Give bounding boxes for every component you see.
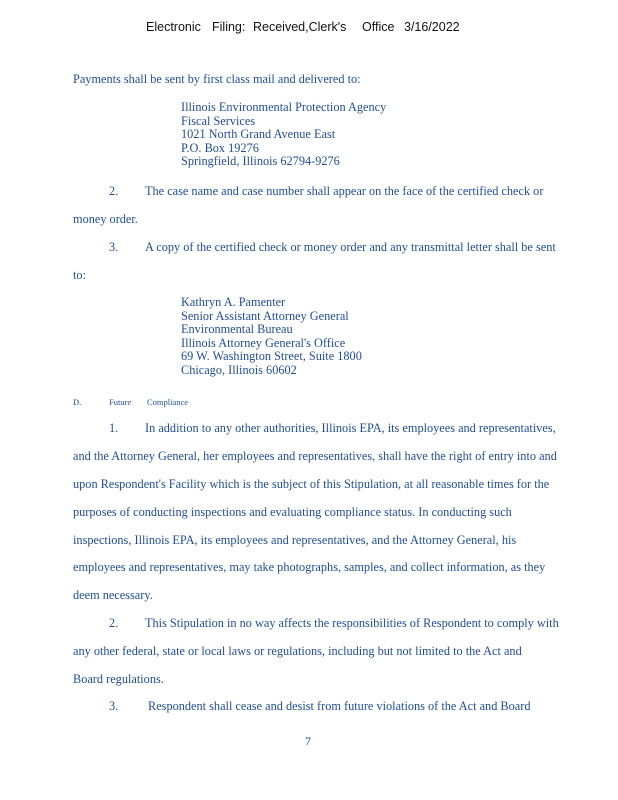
address-line: 1021 North Grand Avenue East <box>181 127 336 142</box>
item-2-text-line1: The case name and case number shall appear on the face of the certified check or <box>145 184 544 198</box>
d1-line: and the Attorney General, her employees and representatives, shall have the right of entry into and <box>73 449 557 463</box>
item-3-number: 3. <box>109 240 119 254</box>
address-line: P.O. Box 19276 <box>181 140 259 155</box>
address-line: Illinois Attorney General's Office <box>181 335 346 350</box>
item-2-text-line2: money order. <box>73 212 138 226</box>
address-line: Fiscal Services <box>181 113 256 128</box>
section-d-letter: D. <box>73 397 82 407</box>
d2-line: This Stipulation in no way affects the responsibilities of Respondent to comply with <box>145 616 559 630</box>
d2-number: 2. <box>109 616 119 630</box>
d1-line: inspections, Illinois EPA, its employees and representatives, and the Attorney General, his <box>73 533 517 547</box>
d1-line: purposes of conducting inspections and evaluating compliance status. In conducting such <box>73 505 512 519</box>
address-line: 69 W. Washington Street, Suite 1800 <box>181 349 362 364</box>
page-number: 7 <box>305 734 311 748</box>
d1-line: upon Respondent's Facility which is the subject of this Stipulation, at all reasonable times for the <box>73 477 550 491</box>
d2-line: Board regulations. <box>73 672 164 686</box>
d1-line: deem necessary. <box>73 588 153 602</box>
address-line: Illinois Environmental Protection Agency <box>181 100 387 114</box>
section-d-word1: Future <box>109 397 132 407</box>
d1-number: 1. <box>109 421 119 435</box>
d2-line: any other federal, state or local laws or regulations, including but not limited to the Act and <box>73 644 522 658</box>
section-d-word2: Compliance <box>147 397 189 407</box>
d3-number: 3. <box>109 699 119 713</box>
address-line: Springfield, Illinois 62794-9276 <box>181 154 340 169</box>
payment-address <box>181 101 386 169</box>
d3-line: Respondent shall cease and desist from future violations of the Act and Board <box>148 699 531 713</box>
item-2-number: 2. <box>109 184 119 198</box>
item-3-text-line2: to: <box>73 268 86 282</box>
address-line: Kathryn A. Pamenter <box>181 295 286 309</box>
stamp-filing: Filing: <box>212 20 246 34</box>
address-line: Senior Assistant Attorney General <box>181 308 349 323</box>
d1-line: In addition to any other authorities, Illinois EPA, its employees and representatives, <box>145 421 556 435</box>
stamp-office: Office <box>362 20 395 34</box>
item-3-text-line1: A copy of the certified check or money order and any transmittal letter shall be sent <box>145 240 556 254</box>
stamp-received: Received,Clerk's <box>253 20 347 34</box>
stamp-electronic: Electronic <box>146 20 201 34</box>
attorney-address <box>181 296 362 378</box>
address-line: Chicago, Illinois 60602 <box>181 362 297 377</box>
stamp-date: 3/16/2022 <box>404 20 460 34</box>
address-line: Environmental Bureau <box>181 322 293 337</box>
payment-intro: Payments shall be sent by first class mail and delivered to: <box>73 72 361 86</box>
d1-line: employees and representatives, may take photographs, samples, and collect information, as they <box>73 560 546 574</box>
